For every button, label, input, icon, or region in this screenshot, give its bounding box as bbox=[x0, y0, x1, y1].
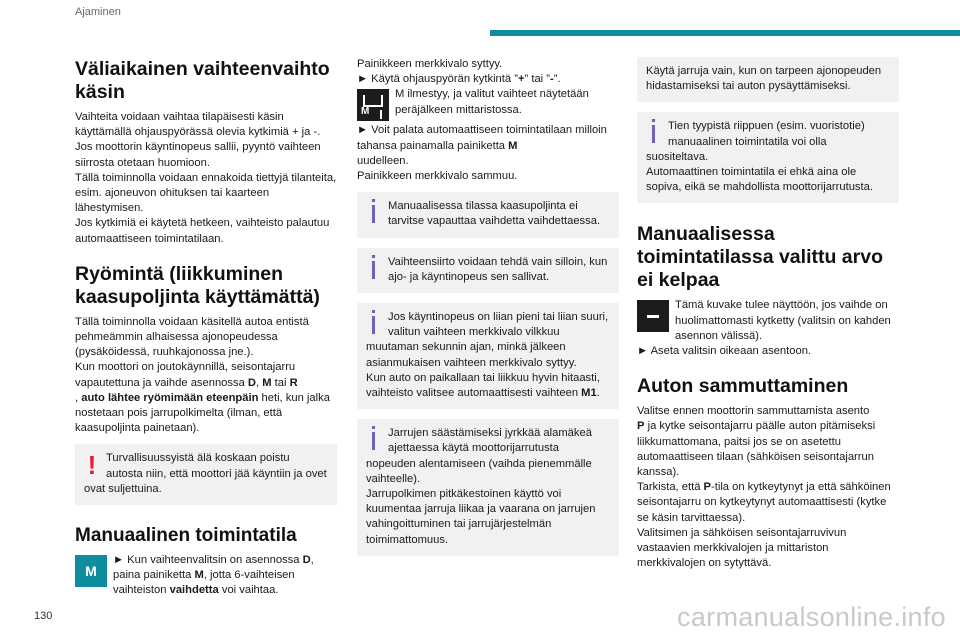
page-number: 130 bbox=[34, 610, 53, 622]
paragraph-creep-conditions: Kun moottori on joutokäynnillä, seisontajarru vapautettuna ja vaihde asennossa D, M tai R , auto lähtee ryömimään eteenpäin heti, kun jalka nostetaan pois jarrupolkimelta (ilman, että kaasupoljinta painetaan). bbox=[75, 361, 330, 435]
paragraph-manual-activation: ► Kun vaihteenvalitsin on asennossa D, paina painiketta M, jotta 6-vaihteisen vaihteiston vaihdetta voi vaihtaa. bbox=[113, 554, 314, 597]
info-note: Manuaalisessa tilassa kaasupoljinta ei tarvitse vapauttaa vaihdetta vaihdettaessa. bbox=[357, 192, 619, 237]
info-icon bbox=[366, 426, 382, 456]
paragraph: Tällä toiminnolla voidaan käsitellä autoa entistä pehmeämmin alhaisessa ajonopeudessa (pysäköidessä, ruuhkajonossa jne.). bbox=[75, 315, 309, 359]
paragraph-check: Tarkista, että P-tila on kytkeytynyt ja että sähköinen seisontajarru on kytkeytynyt automaattisesti (kytke se käsin tarvittaessa). bbox=[637, 481, 891, 524]
header-accent-bar bbox=[490, 30, 960, 36]
paragraph: ► Aseta valitsin oikeaan asentoon. bbox=[637, 345, 812, 358]
info-note: Jos käyntinopeus on liian pieni tai liian suuri, valitun vaihteen merkkivalo vilkkuu muutaman sekunnin ajan, minkä jälkeen asianmukaisen vaihteen merkkivalo syttyy. Kun auto on paikallaan tai liikkuu hyvin hitaasti, vaihteisto valitsee automaattisesti vaihteen M1. bbox=[357, 303, 619, 409]
section-label: Ajaminen bbox=[75, 6, 121, 18]
paragraph: Valitsimen ja sähköisen seisontajarruvivun vastaavien merkkivalojen ja mittariston merkkivalojen on sytyttävä. bbox=[637, 526, 847, 570]
heading-manual-mode: Manuaalinen toimintatila bbox=[75, 525, 297, 547]
watermark: carmanualsonline.info bbox=[677, 602, 946, 632]
paragraph: Tällä toiminnolla voidaan ennakoida tiettyjä tilanteita, esim. ajoneuvon ohituksen tai kaarteen lähestymisen. bbox=[75, 171, 337, 215]
column-2 bbox=[357, 57, 619, 566]
gear-display-icon: M bbox=[357, 89, 389, 121]
paragraph: M ilmestyy, ja valitut vaihteet näytetään peräjälkeen mittaristossa. bbox=[395, 88, 589, 116]
heading-creep: Ryömintä (liikkuminen kaasupoljinta käyttämättä) bbox=[75, 262, 320, 308]
heading-invalid-selection: Manuaalisessa toimintatilassa valittu arvo ei kelpaa bbox=[637, 223, 883, 292]
warning-exclamation-icon: ! bbox=[87, 450, 97, 481]
info-note: Tien tyypistä riippuen (esim. vuoristotie) manuaalinen toimintatila voi olla suositeltava. Automaattinen toimintatila ei ehkä aina ole sopiva, eikä se mahdollista moottorijarrutusta. bbox=[637, 112, 899, 203]
warning-note: ! Turvallisuussyistä älä koskaan poistu autosta niin, että moottori jää käyntiin ja ovet ovat suljettuina. bbox=[75, 444, 337, 505]
paragraph: Jos kytkimiä ei käytetä hetkeen, vaihteisto palautuu automaattiseen toimintatilaan. bbox=[75, 217, 330, 245]
info-icon bbox=[366, 255, 382, 285]
minus-indicator-icon bbox=[637, 300, 669, 332]
manual-mode-m-icon: M bbox=[75, 555, 107, 587]
info-icon bbox=[366, 310, 382, 340]
info-note: Vaihteensiirto voidaan tehdä vain silloin, kun ajo- ja käyntinopeus sen sallivat. bbox=[357, 248, 619, 293]
paragraph: Painikkeen merkkivalo syttyy. bbox=[357, 58, 503, 70]
heading-switching-off: Auton sammuttaminen bbox=[637, 375, 849, 398]
paragraph-park: Valitse ennen moottorin sammuttamista asento P ja kytke seisontajarru päälle auton pitämiseksi liikkumattomana, paitsi jos se on asetettu automaattiseen tilaan (sähköisen seisontajarrun kanssa). bbox=[637, 405, 876, 479]
paragraph: Vaihteita voidaan vaihtaa tilapäisesti käsin käyttämällä ohjauspyörässä olevia kytkimiä + ja -. Jos moottorin käyntinopeus sallii, pyyntö vaihteen siirrosta otetaan huomioon. bbox=[75, 111, 321, 169]
info-note: Jarrujen säästämiseksi jyrkkää alamäkeä ajettaessa käytä moottorijarrutusta nopeuden alentamiseen (vaihda pienemmälle vaihteelle). Jarrupolkimen pitkäkestoinen käyttö voi kuumentaa jarruja liikaa ja vaarana on jarrujen vahingoittuminen tai jarrujärjestelmän toimimattomuus. bbox=[357, 419, 619, 556]
paragraph: Painikkeen merkkivalo sammuu. bbox=[357, 170, 518, 183]
paragraph-paddle: ► Käytä ohjauspyörän kytkintä ”+” tai ”-”. bbox=[357, 73, 561, 86]
column-1 bbox=[75, 52, 337, 599]
note-box: Käytä jarruja vain, kun on tarpeen ajonopeuden hidastamiseksi tai auton pysäyttämiseksi. bbox=[637, 57, 899, 102]
heading-temporary-manual: Väliaikainen vaihteenvaihto käsin bbox=[75, 58, 330, 103]
paragraph: Tämä kuvake tulee näyttöön, jos vaihde on huolimattomasti kytketty (valitsin on kahden asennon välissä). bbox=[675, 299, 891, 342]
paragraph-return-auto: ► Voit palata automaattiseen toimintatilaan milloin tahansa painamalla painiketta M uudelleen. bbox=[357, 124, 607, 167]
info-icon bbox=[366, 199, 382, 229]
column-3 bbox=[637, 57, 899, 571]
info-icon bbox=[646, 119, 662, 149]
